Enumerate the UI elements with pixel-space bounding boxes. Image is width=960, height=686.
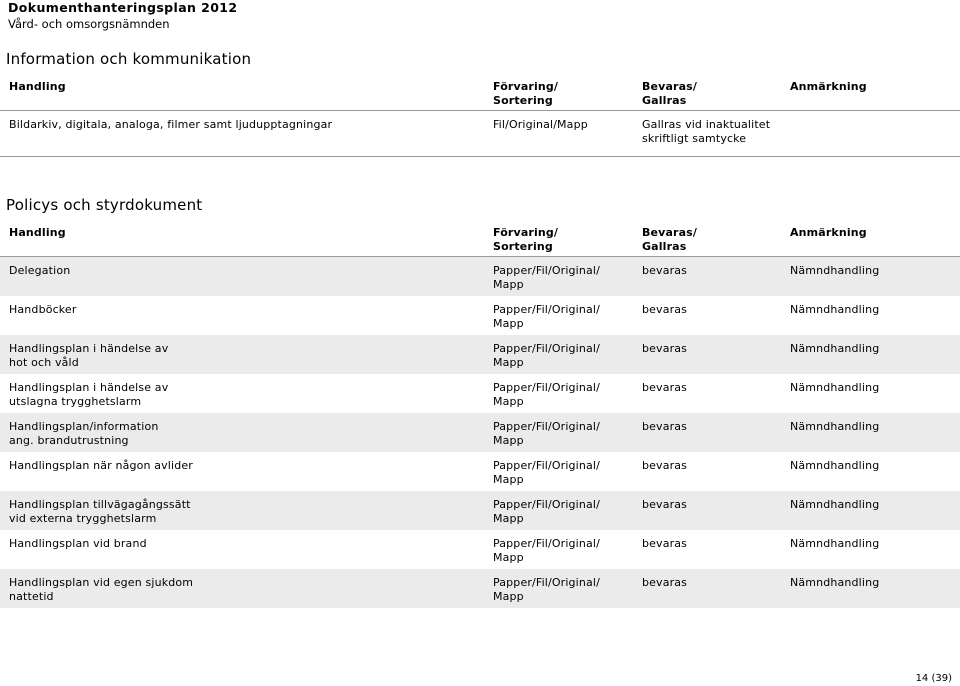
cell-handling: Handlingsplan vid egen sjukdom nattetid (0, 569, 484, 608)
cell-anmarkning: Nämndhandling (790, 458, 880, 472)
cell-forvaring: Papper/Fil/Original/ Mapp (484, 413, 633, 452)
document-title: Dokumenthanteringsplan 2012 (8, 0, 238, 15)
table-row (0, 569, 960, 608)
table-row (0, 413, 960, 452)
column-header-anmarkning: Anmärkning (781, 77, 960, 111)
cell-forvaring: Papper/Fil/Original/ Mapp (484, 335, 633, 374)
cell-bevaras: bevaras (642, 458, 688, 472)
cell-forvaring: Papper/Fil/Original/ Mapp (484, 257, 633, 296)
cell-bevaras: bevaras (642, 536, 688, 550)
cell-handling: Delegation (0, 257, 484, 296)
cell-bevaras: bevaras (633, 569, 781, 608)
cell-handling: Handlingsplan tillvägagångssätt vid externa trygghetslarm (0, 491, 484, 530)
column-header-forvaring: Förvaring/ Sortering (484, 223, 633, 257)
cell-anmarkning: Nämndhandling (781, 413, 960, 452)
cell-forvaring: Papper/Fil/Original/ Mapp (493, 380, 600, 408)
cell-handling: Handböcker (9, 302, 77, 316)
cell-forvaring: Papper/Fil/Original/ Mapp (484, 491, 633, 530)
document-subtitle: Vård- och omsorgsnämnden (8, 17, 170, 31)
column-header-handling: Handling (0, 223, 484, 257)
table-header-row (0, 223, 960, 257)
cell-forvaring: Papper/Fil/Original/ Mapp (493, 536, 600, 564)
information-table (0, 77, 960, 157)
column-header-bevaras: Bevaras/ Gallras (633, 77, 781, 111)
table-row (0, 335, 960, 374)
table-row (0, 111, 960, 157)
cell-forvaring: Papper/Fil/Original/ Mapp (484, 569, 633, 608)
cell-forvaring: Fil/Original/Mapp (493, 118, 588, 131)
cell-handling: Handlingsplan i händelse av utslagna trygghetslarm (9, 380, 169, 408)
section-title: Policys och styrdokument (6, 196, 203, 214)
column-header-forvaring: Förvaring/ Sortering (484, 77, 633, 111)
cell-bevaras: bevaras (633, 257, 781, 296)
cell-bevaras: bevaras (633, 491, 781, 530)
cell-anmarkning: Nämndhandling (781, 335, 960, 374)
cell-anmarkning (781, 111, 960, 157)
cell-bevaras: bevaras (642, 302, 688, 316)
table-row (0, 530, 960, 569)
table-row (0, 296, 960, 335)
cell-handling: Handlingsplan/information ang. brandutrustning (0, 413, 484, 452)
page-number: 14 (39) (915, 673, 952, 684)
cell-handling: Handlingsplan vid brand (9, 536, 147, 550)
table-row (0, 491, 960, 530)
cell-bevaras: bevaras (633, 413, 781, 452)
table-row (0, 452, 960, 491)
column-header-bevaras: Bevaras/ Gallras (633, 223, 781, 257)
cell-anmarkning: Nämndhandling (781, 257, 960, 296)
cell-handling: Handlingsplan i händelse av hot och våld (0, 335, 484, 374)
cell-forvaring: Papper/Fil/Original/ Mapp (493, 458, 600, 486)
cell-anmarkning: Nämndhandling (790, 302, 880, 316)
policy-table (0, 223, 960, 608)
cell-anmarkning: Nämndhandling (781, 569, 960, 608)
table-header-row (0, 77, 960, 111)
table-row (0, 374, 960, 413)
cell-bevaras: bevaras (642, 380, 688, 394)
cell-handling: Handlingsplan när någon avlider (9, 458, 193, 472)
cell-bevaras: Gallras vid inaktualitet skriftligt samtycke (642, 118, 771, 145)
column-header-handling: Handling (0, 77, 484, 111)
table-row (0, 257, 960, 296)
column-header-anmarkning: Anmärkning (781, 223, 960, 257)
section-title: Information och kommunikation (6, 50, 252, 68)
cell-handling: Bildarkiv, digitala, analoga, filmer samt ljudupptagningar (9, 118, 333, 131)
cell-anmarkning: Nämndhandling (781, 491, 960, 530)
cell-anmarkning: Nämndhandling (790, 380, 880, 394)
cell-forvaring: Papper/Fil/Original/ Mapp (493, 302, 600, 330)
cell-anmarkning: Nämndhandling (790, 536, 880, 550)
cell-bevaras: bevaras (633, 335, 781, 374)
document-header (8, 0, 237, 32)
